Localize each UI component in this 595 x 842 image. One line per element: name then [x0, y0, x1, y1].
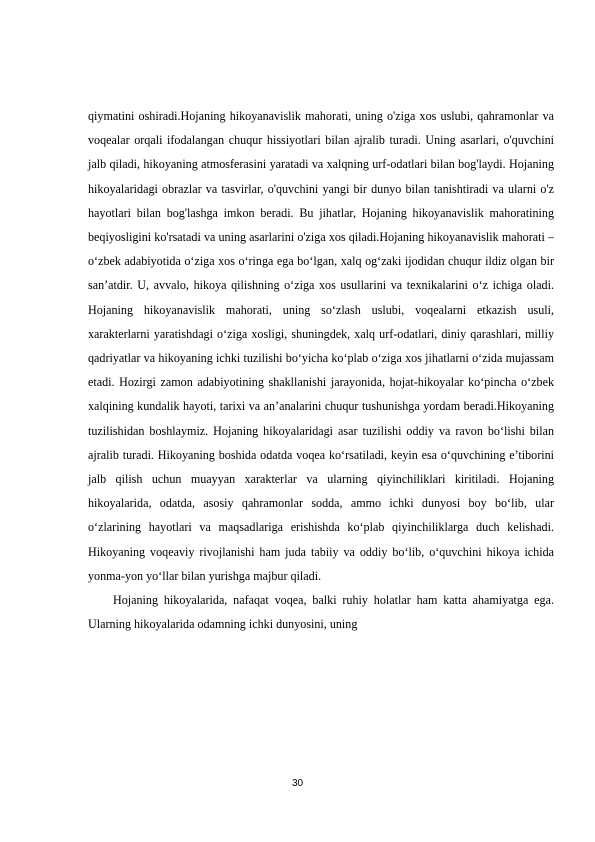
body-paragraph: qiymatini oshiradi.Hojaning hikoyanavislik mahorati, uning o'ziga xos uslubi, qahramonlar va voqealar orqali ifodalangan chuqur hissiyotlari bilan ajralib turadi. Uning asarlari, o'quvchini jalb qiladi, hikoyaning atmosferasini yaratadi va xalqning urf-odatlari bilan bog'laydi. Hojaning hikoyalaridagi obrazlar va tasvirlar, o'quvchini yangi bir dunyo bilan tanishtiradi va ularni o'z hayotlari bilan bog'lashga imkon beradi. Bu jihatlar, Hojaning hikoyanavislik mahoratining beqiyosligini ko'rsatadi va uning asarlarini o'ziga xos qiladi.Hojaning hikoyanavislik mahorati – o‘zbek adabiyotida o‘ziga xos o‘ringa ega bo‘lgan, xalq og‘zaki ijodidan chuqur ildiz olgan bir san’atdir. U, avvalo, hikoya qilishning o‘ziga xos usullarini va texnikalarini o‘z ichiga oladi. Hojaning hikoyanavislik mahorati, uning so‘zlash uslubi, voqealarni etkazish usuli, xarakterlarni yaratishdagi o‘ziga xosligi, shuningdek, xalq urf-odatlari, diniy qarashlari, milliy qadriyatlar va hikoyaning ichki tuzilishi bo‘yicha ko‘plab o‘ziga xos jihatlarni o‘zida mujassam etadi. Hozirgi zamon adabiyotining shakllanishi jarayonida, hojat-hikoyalar ko‘pincha o‘zbek xalqining kundalik hayoti, tarixi va an’analarini chuqur tushunishga yordam beradi.Hikoyaning tuzilishidan boshlaymiz. Hojaning hikoyalaridagi asar tuzilishi oddiy va ravon bo‘lishi bilan ajralib turadi. Hikoyaning boshida odatda voqea ko‘rsatiladi, keyin esa o‘quvchining e’tiborini jalb qilish uchun muayyan xarakterlar va ularning qiyinchiliklari kiritiladi. Hojaning hikoyalarida, odatda, asosiy qahramonlar sodda, ammo ichki dunyosi boy bo‘lib, ular o‘zlarining hayotlari va maqsadlariga erishishda ko‘plab qiyinchiliklarga duch kelishadi. Hikoyaning voqeaviy rivojlanishi ham juda tabiiy va oddiy bo‘lib, o‘quvchini hikoya ichida yonma-yon yo‘llar bilan yurishga majbur qiladi.: [88, 109, 554, 583]
body-paragraph: Hojaning hikoyalarida, nafaqat voqea, balki ruhiy holatlar ham katta ahamiyatga ega. Ularning hikoyalarida odamning ichki dunyosini, uning: [88, 593, 554, 632]
page-number: 30: [291, 778, 304, 789]
document-page: [88, 104, 554, 636]
